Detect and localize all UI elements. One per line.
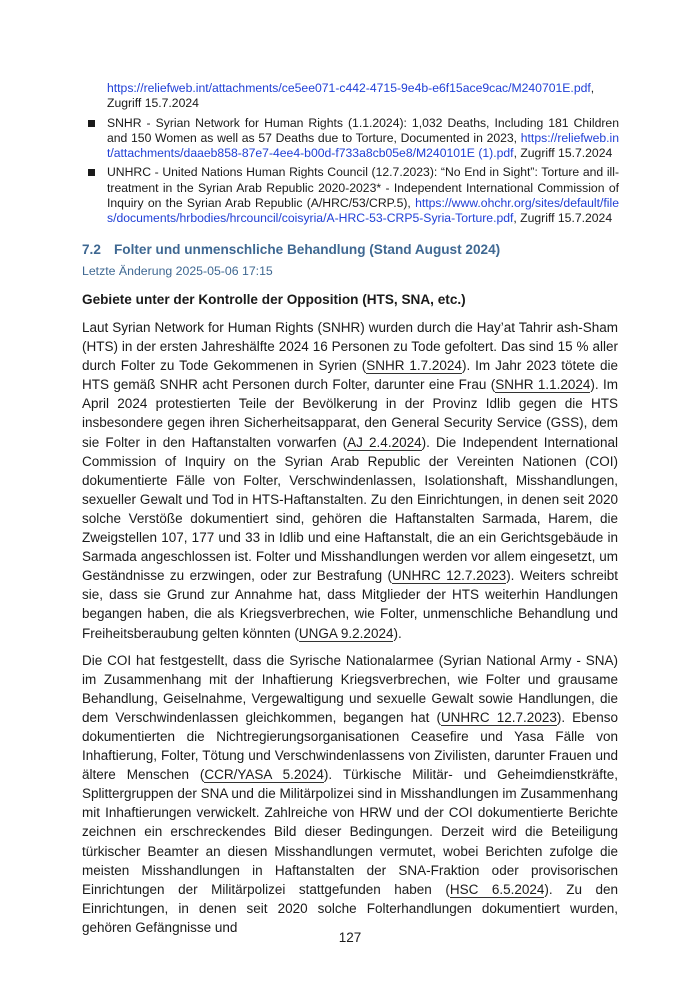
paragraph-text: ). Zu den Einrichtungen, in denen seit 2020 solche Folterhandlungen dokumentiert wurden, gehören Gefängnisse und — [82, 881, 618, 935]
section-number: 7.2 — [82, 242, 101, 257]
body-text — [82, 318, 618, 945]
citation-link[interactable]: CCR/YASA 5.2024 — [204, 767, 324, 783]
citation-link[interactable]: UNGA 9.2.2024 — [298, 625, 394, 641]
bullet-icon — [88, 120, 95, 127]
reference-suffix: , Zugriff 15.7.2024 — [513, 146, 613, 161]
citation-link[interactable]: UNHRC 12.7.2023 — [440, 709, 557, 725]
citation-link[interactable]: UNHRC 12.7.2023 — [391, 568, 507, 584]
section-heading — [82, 242, 500, 257]
reference-item — [107, 165, 619, 226]
paragraph-text: ). — [393, 625, 402, 641]
paragraph-text: ). Die Independent International Commission of Inquiry on the Syrian Arab Republic der Vereinten Nationen (COI) dokumentierte Fälle von Folter, Verschwindenlassen, Isolationshaft, Misshandlungen, sexueller Gewalt und Tod in HTS-Haftanstalten. Zu den Einrichtungen, in denen seit 2020 solche Verstöße dokumentiert sind, gehören die Haftanstalten Sarmada, Harem, die Zweigstellen 107, 177 und 33 in Idlib und eine Haftanstalt, die an ein Gerichtsgebäude in Sarmada angeschlossen ist. Folter und Misshandlungen werden vor allem eingesetzt, um Geständnisse zu erzwingen, oder zur Bestrafung ( — [82, 434, 618, 584]
subheading: Gebiete unter der Kontrolle der Opposition (HTS, SNA, etc.) — [82, 292, 466, 307]
paragraph-text: ). Weiters schreibt sie, dass sie Grund zur Annahme hat, dass Mitglieder der HTS weiterhin Handlungen begangen haben, die als Kriegsverbrechen, wie Folter, unmenschliche Behandlung und Freiheitsberaubung gelten könnten ( — [82, 568, 618, 641]
paragraph-text: ). Ebenso dokumentierten die Nichtregierungsorganisationen Ceasefire und Yasa Fälle von Inhaftierung, Folter, Tötung und Verschwindenlassens von Zivilisten, darunter Frauen und ältere Menschen ( — [82, 709, 618, 783]
paragraph-text: Laut Syrian Network for Human Rights (SNHR) wurden durch die Hay’at Tahrir ash-Sham (HTS) in der ersten Jahreshälfte 2024 16 Personen zu Tode gefoltert. Das sind 15 % aller durch Folter zu Tode Gekommenen in Syrien ( — [82, 320, 618, 374]
bullet-icon — [88, 169, 95, 176]
citation-link[interactable]: AJ 2.4.2024 — [347, 434, 422, 450]
paragraph-text: ). Türkische Militär- und Geheimdienstkräfte, Splittergruppen der SNA und die Militärpolizei sind in Misshandlungen im Zusammenhang mit Inhaftierungen verwickelt. Zahlreiche von HRW und der COI dokumentierte Berichte zeichnen ein erschreckendes Bild dieser Bedingungen. Derzeit wird die Beteiligung türkischer Beamter an diesen Misshandlungen vermutet, wobei Berichten zufolge die meisten Misshandlungen in Haftanstalten der SNA-Fraktion oder provisorischen Einrichtungen der Militärpolizei stattgefunden haben ( — [82, 767, 618, 897]
paragraph-text: ). Im April 2024 protestierten Teile der Bevölkerung in der Provinz Idlib gegen die HTS insbesondere gegen ihren Sicherheitsapparat, den General Security Service (GSS), dem sie Folter in den Haftanstalten vorwarfen ( — [82, 377, 618, 450]
paragraph — [82, 318, 618, 643]
last-modified: Letzte Änderung 2025-05-06 17:15 — [82, 264, 273, 278]
reference-continuation — [107, 81, 619, 112]
reference-link[interactable]: https://reliefweb.int/attachments/daaeb858-87e7-4ee4-b00d-f733a8cb05e8/M240101E (1).pdf — [107, 130, 619, 161]
citation-link[interactable]: SNHR 1.1.2024 — [495, 377, 591, 393]
paragraph-text: Die COI hat festgestellt, dass die Syrische Nationalarmee (Syrian National Army - SNA) im Zusammenhang mit der Inhaftierung Kriegsverbrechen, wie Folter und grausame Behandlung, Geiselnahme, Vergewaltigung und sexuelle Gewalt sowie Handlungen, die dem Verschwindenlassen gleichkommen, begangen hat ( — [82, 652, 618, 725]
section-title: Folter und unmenschliche Behandlung (Stand August 2024) — [114, 242, 501, 257]
reference-text: SNHR - Syrian Network for Human Rights (1.1.2024): 1,032 Deaths, Including 181 Children and 150 Women as well as 57 Deaths due to Torture, Documented in 2023, — [107, 115, 619, 145]
citation-link[interactable]: HSC 6.5.2024 — [449, 881, 545, 897]
paragraph — [82, 651, 618, 937]
page-number: 127 — [338, 930, 362, 945]
reference-suffix: , Zugriff 15.7.2024 — [513, 211, 613, 226]
reference-text: UNHRC - United Nations Human Rights Council (12.7.2023): “No End in Sight”: Torture and ill-treatment in the Syrian Arab Republic 2020-2023* - Independent International Commission of Inquiry on the Syrian Arab Republic (A/HRC/53/CRP.5), — [107, 165, 619, 211]
citation-link[interactable]: SNHR 1.7.2024 — [366, 358, 462, 374]
reference-list — [107, 81, 619, 231]
reference-link[interactable]: https://www.ohchr.org/sites/default/files/documents/hrbodies/hrcouncil/coisyria/A-HRC-53-CRP5-Syria-Torture.pdf — [107, 196, 619, 226]
reference-suffix: , Zugriff 15.7.2024 — [107, 81, 595, 111]
reference-link[interactable]: https://reliefweb.int/attachments/ce5ee071-c442-4715-9e4b-e6f15ace9cac/M240701E.pdf — [107, 81, 591, 95]
reference-item — [107, 116, 619, 162]
paragraph-text: ). Im Jahr 2023 tötete die HTS gemäß SNHR acht Personen durch Folter, darunter eine Frau ( — [82, 358, 618, 393]
